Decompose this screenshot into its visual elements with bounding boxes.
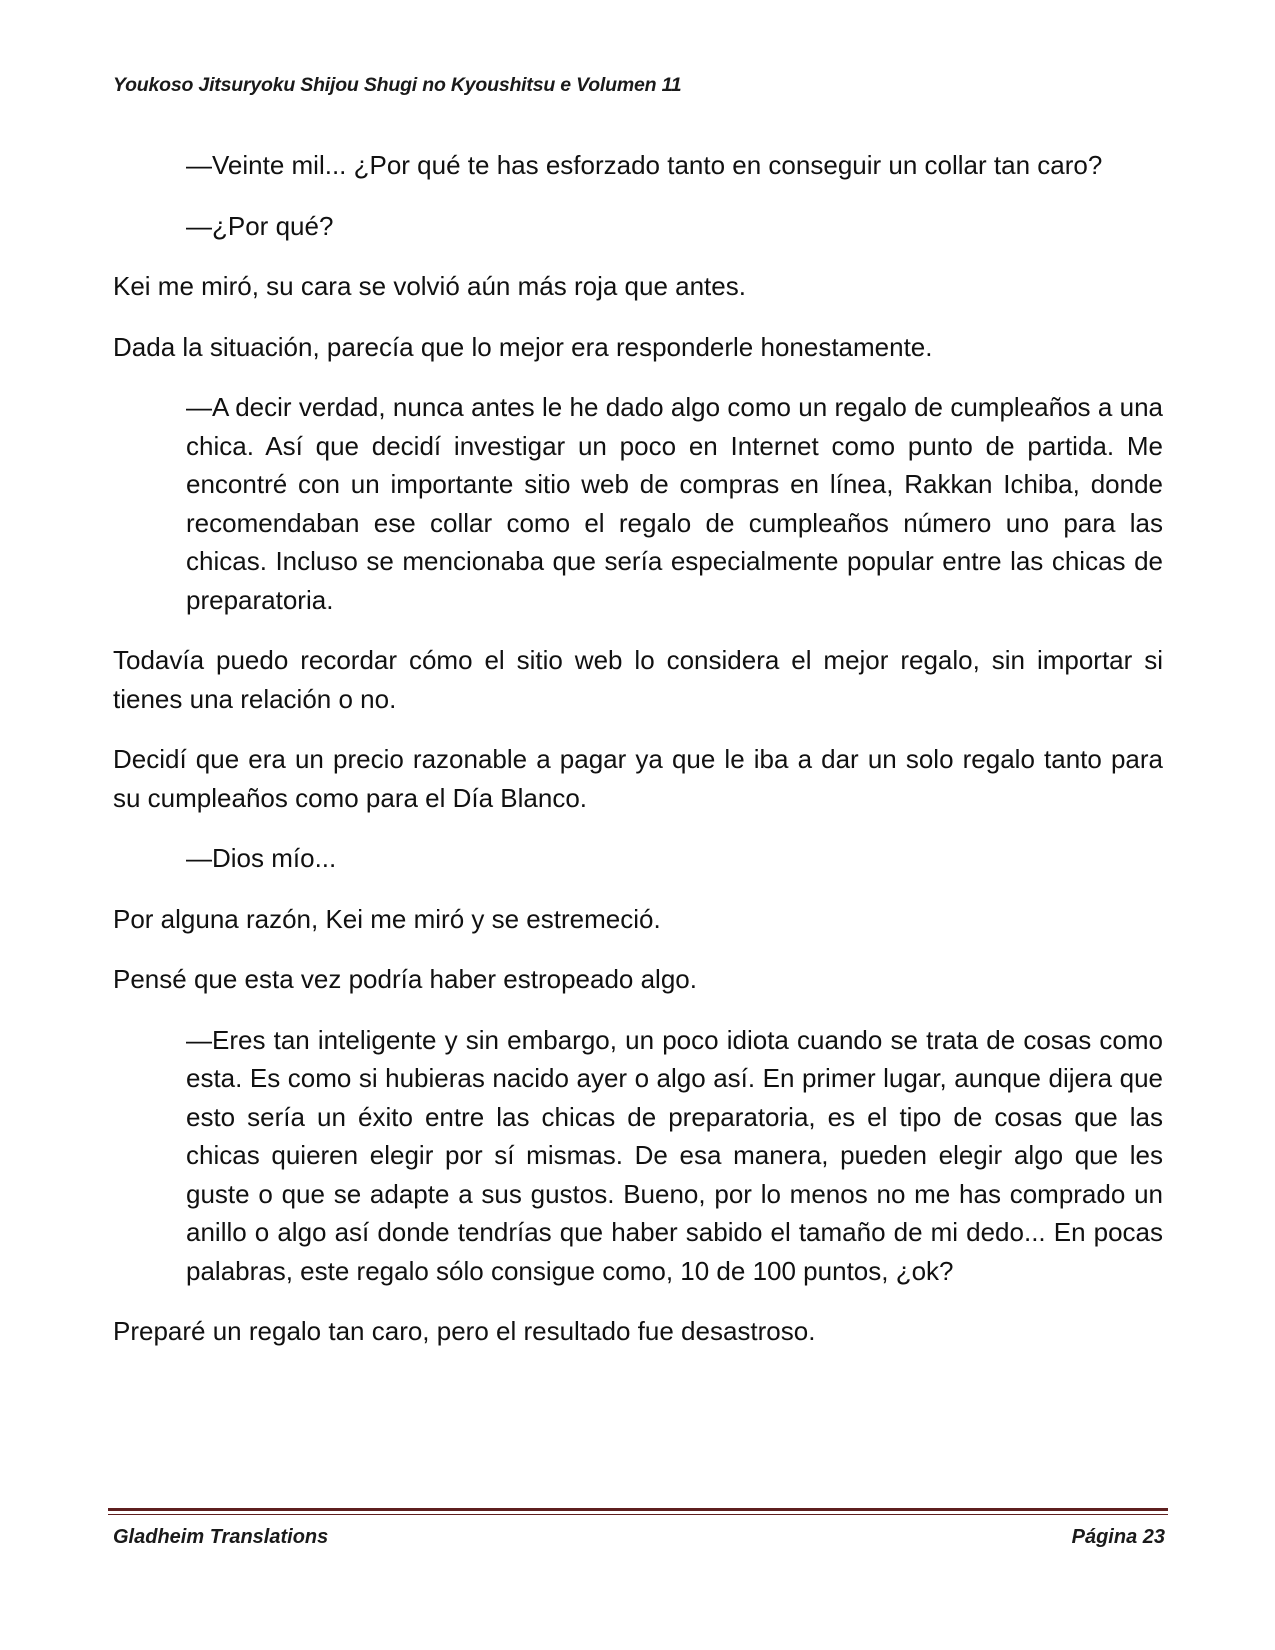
paragraph-narration-3: Todavía puedo recordar cómo el sitio web lo considera el mejor regalo, sin importar si tienes una relación o no.	[113, 645, 1163, 714]
footer-page-number: Página 23	[1071, 1526, 1165, 1548]
paragraph-narration-1: Kei me miró, su cara se volvió aún más roja que antes.	[113, 271, 746, 301]
footer-translator-credit: Gladheim Translations	[113, 1526, 329, 1548]
paragraph-narration-5: Por alguna razón, Kei me miró y se estremeció.	[113, 903, 661, 934]
paragraph-dialog-3: —A decir verdad, nunca antes le he dado algo como un regalo de cumpleaños a una chica. Así que decidí investigar un poco en Internet como punto de partida. Me encontré con un importante sitio web de compras en línea, Rakkan Ichiba, donde recomendaban ese collar como el regalo de cumpleaños número uno para las chicas. Incluso se mencionaba que sería especialmente popular entre las chicas de preparatoria.	[186, 392, 1163, 615]
footer-divider	[108, 1508, 1168, 1515]
paragraph-narration-4: Decidí que era un precio razonable a pagar ya que le iba a dar un solo regalo tanto para su cumpleaños como para el Día Blanco.	[113, 744, 1163, 813]
paragraph-narration-7: Preparé un regalo tan caro, pero el resultado fue desastroso.	[113, 1316, 816, 1346]
paragraph-narration-2: Dada la situación, parecía que lo mejor era responderle honestamente.	[113, 331, 933, 362]
document-body	[113, 146, 1163, 1373]
document-header-title: Youkoso Jitsuryoku Shijou Shugi no Kyoushitsu e Volumen 11	[113, 74, 682, 96]
paragraph-dialog-4: —Dios mío...	[186, 843, 337, 873]
paragraph-dialog-2: —¿Por qué?	[186, 210, 334, 241]
paragraph-dialog-1: —Veinte mil... ¿Por qué te has esforzado tanto en conseguir un collar tan caro?	[186, 150, 1103, 180]
paragraph-dialog-5: —Eres tan inteligente y sin embargo, un poco idiota cuando se trata de cosas como esta. Es como si hubieras nacido ayer o algo así. En primer lugar, aunque dijera que esto sería un éxito entre las chicas de preparatoria, es el tipo de cosas que las chicas quieren elegir por sí mismas. De esa manera, pueden elegir algo que les guste o que se adapte a sus gustos. Bueno, por lo menos no me has comprado un anillo o algo así donde tendrías que haber sabido el tamaño de mi dedo... En pocas palabras, este regalo sólo consigue como, 10 de 100 puntos, ¿ok?	[186, 1024, 1163, 1286]
paragraph-narration-6: Pensé que esta vez podría haber estropeado algo.	[113, 964, 697, 994]
